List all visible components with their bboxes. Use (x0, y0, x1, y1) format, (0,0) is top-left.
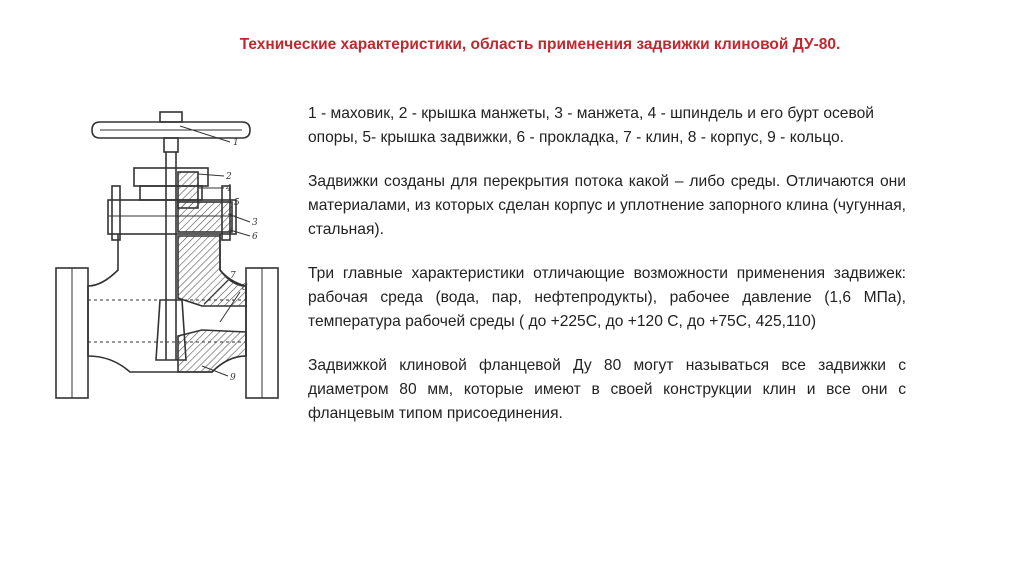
purpose-paragraph: Задвижки созданы для перекрытия потока какой – либо среды. Отличаются они материалами, из которых сделан корпус и уплотнение запорного клина (чугунная, стальная). (308, 173, 906, 238)
callout-5: 5 (234, 198, 240, 208)
callout-8: 8 (242, 283, 248, 293)
spindle-part (166, 152, 176, 360)
valve-body-part (88, 234, 246, 372)
characteristics-paragraph: Три главные характеристики отличающие возможности применения задвижек: рабочая среда (вода, пар, нефтепродукты), рабочее давление (1,6 МПа), температура рабочей среды ( до +225С, до +120 С, до +75С, 425,110) (308, 265, 906, 330)
slide-title: Технические характеристики, область применения задвижки клиновой ДУ-80. (239, 36, 841, 53)
callout-4: 4 (226, 184, 232, 194)
callout-7: 7 (230, 271, 236, 281)
definition-paragraph: Задвижкой клиновой фланцевой Ду 80 могут называться все задвижки с диаметром 80 мм, которые имеют в своей конструкции клин и все они с фланцевым типом присоединения. (308, 357, 906, 422)
description-column (308, 102, 906, 446)
handwheel-part (92, 112, 250, 152)
parts-list-paragraph: 1 - маховик, 2 - крышка манжеты, 3 - манжета, 4 - шпиндель и его бурт осевой опоры, 5- крышка задвижки, 6 - прокладка, 7 - клин, 8 - корпус, 9 - кольцо. (308, 105, 874, 146)
callout-1: 1 (233, 138, 239, 148)
bonnet-part (108, 168, 236, 240)
callout-2: 2 (226, 172, 232, 182)
gate-valve-diagram (52, 110, 288, 410)
right-flange-part (246, 268, 278, 398)
left-flange-part (56, 268, 88, 398)
callout-3: 3 (252, 218, 258, 228)
callout-9: 9 (230, 373, 236, 383)
callout-6: 6 (252, 232, 258, 242)
